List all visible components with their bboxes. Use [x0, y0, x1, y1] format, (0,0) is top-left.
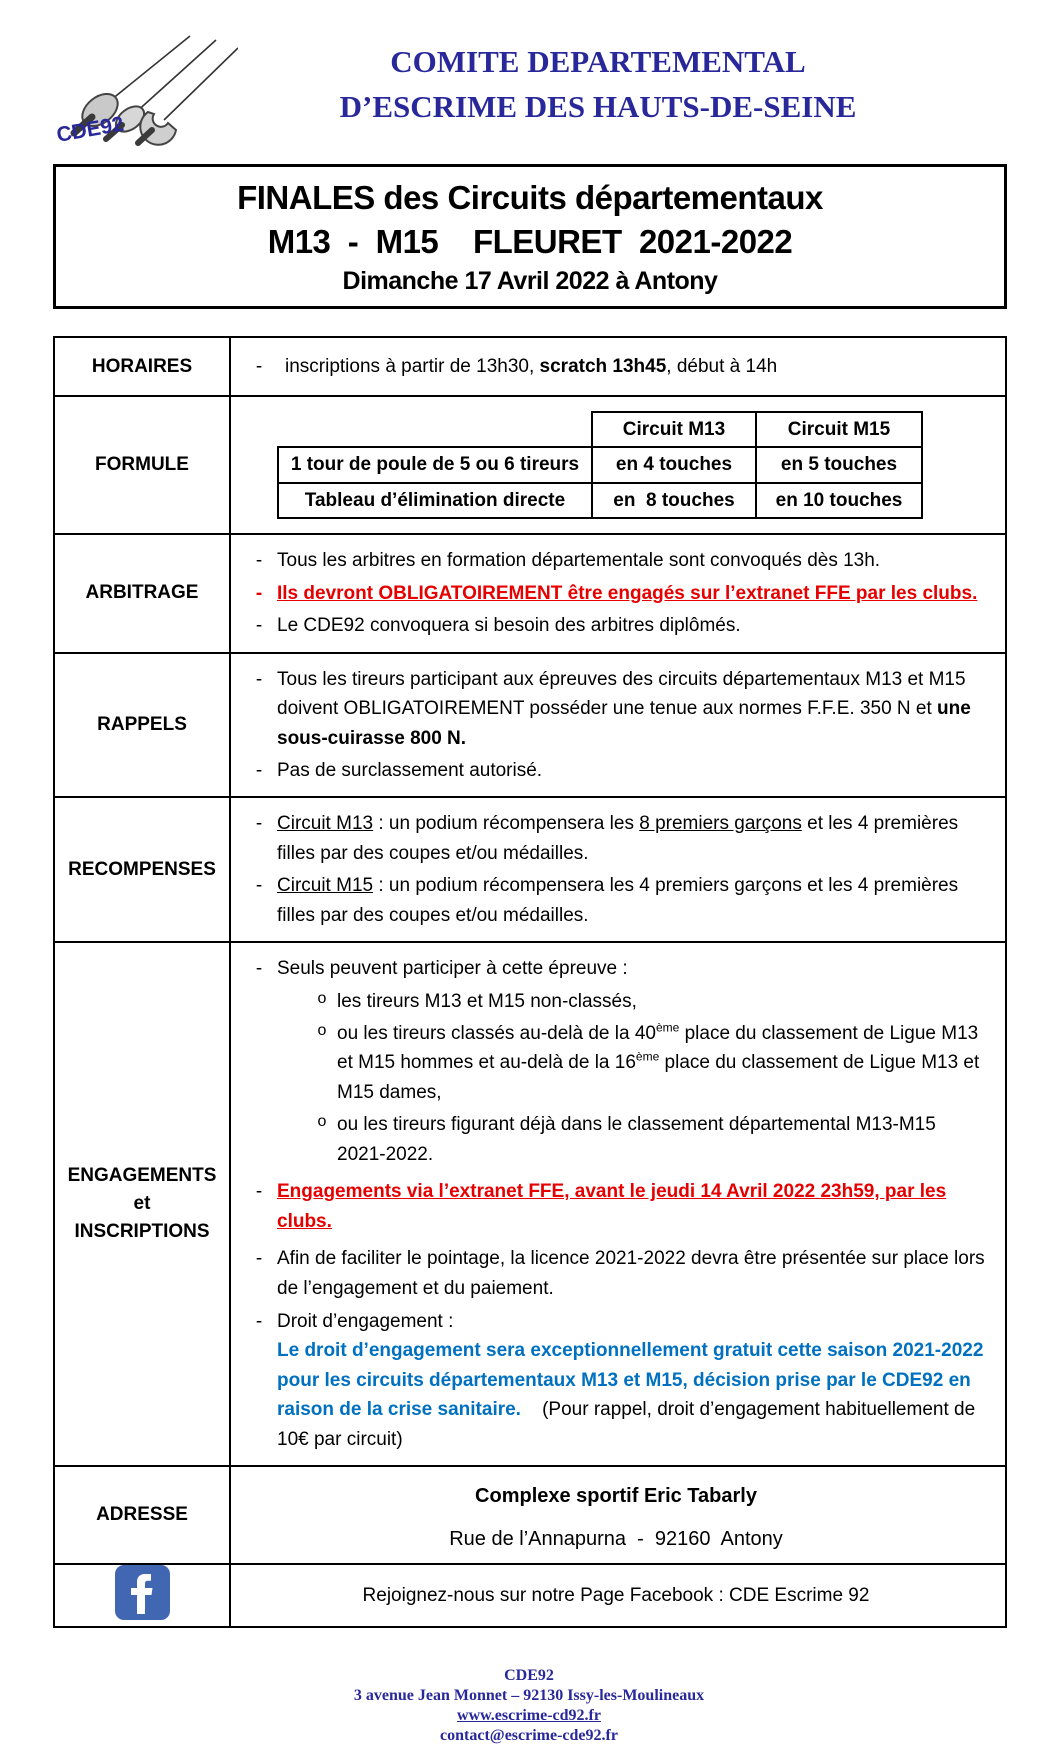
- formule-row2-m13: en 8 touches: [592, 483, 756, 518]
- recompenses-item-2: [241, 871, 991, 930]
- footer-address: 3 avenue Jean Monnet – 92130 Issy-les-Moulineaux: [353, 1687, 705, 1705]
- rappels-text-2: Pas de surclassement autorisé.: [277, 759, 543, 781]
- dash-marker: [241, 1307, 277, 1336]
- recompenses-text-1: [277, 809, 991, 868]
- horaires-text-post: , début à 14h: [666, 355, 778, 377]
- engagements-sub-1: [307, 987, 991, 1016]
- engagements-droit-title: Droit d’engagement :: [277, 1310, 454, 1332]
- rappels-text-1: [277, 665, 991, 753]
- facebook-icon[interactable]: [115, 1565, 170, 1620]
- engagements-deadline-red: Engagements via l’extranet FFE, avant le jeudi 14 Avril 2022 23h59, par les clubs.: [277, 1181, 947, 1232]
- dash-marker: [241, 611, 277, 640]
- engagements-pointage-text: Afin de faciliter le pointage, la licence 2021-2022 devra être présentée sur place lors de l’engagement et du paiement.: [277, 1248, 985, 1299]
- horaires-label: HORAIRES: [54, 337, 230, 396]
- row-facebook: [54, 1564, 1006, 1627]
- footer-email: contact@escrime-cde92.fr: [440, 1727, 618, 1745]
- recompenses-m13-title: Circuit M13: [277, 813, 374, 835]
- row-formule: [54, 396, 1006, 534]
- page-header: [0, 0, 1058, 154]
- event-title-line1: FINALES des Circuits départementaux: [237, 179, 823, 216]
- arbitrage-item-2: [241, 579, 991, 608]
- rappels-text-1-post: .: [460, 727, 467, 749]
- circle-marker: [307, 1019, 337, 1044]
- horaires-item: [241, 352, 991, 381]
- rappels-text-1-pre: Tous les tireurs participant aux épreuves des circuits départementaux M13 et M15 doivent OBLIGATOIREMENT posséder une tenue aux normes F.F.E. 350 N et: [277, 668, 966, 720]
- recompenses-m15-title: Circuit M15: [277, 875, 374, 897]
- dash-marker: [241, 756, 277, 785]
- formule-table: [277, 411, 923, 519]
- event-title-box: [53, 164, 1007, 309]
- adresse-venue: Complexe sportif Eric Tabarly: [475, 1485, 757, 1508]
- engagements-label: [54, 942, 230, 1466]
- organization-title: [238, 26, 1018, 130]
- formule-row-tableau: [278, 483, 922, 518]
- info-table: [53, 336, 1007, 1628]
- footer-org-name: CDE92: [504, 1667, 554, 1685]
- rappels-label: RAPPELS: [54, 653, 230, 798]
- engagements-sub-2-text: [337, 1019, 991, 1107]
- rappels-item-2: [241, 756, 991, 785]
- formule-row-poule: [278, 447, 922, 482]
- engagements-intro: [241, 954, 991, 983]
- engagements-droit-note: (Pour rappel, droit d’engagement habituellement de 10€ par circuit): [277, 1399, 976, 1450]
- engagements-sub-2-pre: ou les tireurs classés au-delà de la 40: [337, 1023, 656, 1044]
- formule-row2-label: Tableau d’élimination directe: [278, 483, 592, 518]
- engagements-droit: [241, 1307, 991, 1454]
- circle-marker: [307, 987, 337, 1012]
- engagements-sub-2-mid: place du classement de Ligue M13 et M15 hommes et au-delà de la 16: [337, 1023, 979, 1074]
- dash-marker: [241, 546, 277, 575]
- adresse-street: Rue de l’Annapurna - 92160 Antony: [449, 1528, 783, 1551]
- engagements-droit-block: [277, 1307, 991, 1454]
- formule-row1-label: 1 tour de poule de 5 ou 6 tireurs: [278, 447, 592, 482]
- horaires-text: [277, 352, 991, 381]
- fencing-foils-icon: [48, 26, 238, 154]
- engagements-droit-note-gap: [526, 1399, 542, 1420]
- engagements-deadline: [241, 1177, 991, 1236]
- row-rappels: [54, 653, 1006, 798]
- formule-row1-m15: en 5 touches: [756, 447, 922, 482]
- engagements-intro-text: Seuls peuvent participer à cette épreuve :: [277, 958, 628, 980]
- event-date-location: Dimanche 17 Avril 2022 à Antony: [342, 267, 718, 295]
- facebook-text: Rejoignez-nous sur notre Page Facebook : CDE Escrime 92: [362, 1584, 870, 1606]
- recompenses-text-2-post: : un podium récompensera les 4 premiers garçons et les 4 premières filles par des coupes et/ou médailles.: [277, 875, 959, 926]
- engagements-label-line2: et: [133, 1193, 151, 1215]
- recompenses-text-1-mid: : un podium récompensera les: [373, 813, 640, 835]
- horaires-text-bold: scratch 13h45: [539, 355, 667, 377]
- arbitrage-label: ARBITRAGE: [54, 534, 230, 652]
- horaires-text-pre: inscriptions à partir de 13h30,: [285, 355, 540, 377]
- arbitrage-text-2-red: Ils devront OBLIGATOIREMENT être engagés sur l’extranet FFE par les clubs.: [277, 582, 978, 604]
- dash-marker: [241, 1244, 277, 1273]
- engagements-pointage: [241, 1244, 991, 1303]
- rappels-text-1-bold: une sous-cuirasse 800 N: [277, 698, 971, 749]
- event-title-line2: M13 - M15 FLEURET 2021-2022: [267, 223, 793, 260]
- engagements-sub-1-text: les tireurs M13 et M15 non-classés,: [337, 990, 637, 1012]
- arbitrage-text-1: Tous les arbitres en formation départementale sont convoqués dès 13h.: [277, 550, 881, 572]
- formule-row2-m15: en 10 touches: [756, 483, 922, 518]
- engagements-sub-2: [307, 1019, 991, 1107]
- formule-header-m15: Circuit M15: [756, 412, 922, 447]
- dash-marker: [241, 809, 277, 838]
- engagements-sub-2-sup2: ème: [635, 1050, 660, 1065]
- dash-marker: [241, 871, 277, 900]
- rappels-item-1: [241, 665, 991, 753]
- recompenses-item-1: [241, 809, 991, 868]
- row-adresse: [54, 1466, 1006, 1564]
- row-recompenses: [54, 797, 1006, 942]
- recompenses-text-1-post: et les 4 premières filles par des coupes et/ou médailles.: [277, 813, 959, 864]
- engagements-sub-3-text: ou les tireurs figurant déjà dans le classement départemental M13-M15 2021-2022.: [337, 1114, 947, 1165]
- recompenses-text-2: [277, 871, 991, 930]
- engagements-droit-blue: Le droit d’engagement sera exceptionnellement gratuit cette saison 2021-2022 pour les circuits départementaux M13 et M15, décision prise par le CDE92 en raison de la crise sanitaire.: [277, 1340, 984, 1421]
- dash-marker: [241, 352, 277, 381]
- recompenses-label: RECOMPENSES: [54, 797, 230, 942]
- org-title-line2: D’ESCRIME DES HAUTS-DE-SEINE: [339, 88, 857, 124]
- logo-text: CDE92: [54, 112, 126, 147]
- engagements-sub-2-sup1: ème: [655, 1020, 680, 1035]
- page-footer: [0, 1666, 1058, 1746]
- cde92-logo: [48, 26, 238, 154]
- recompenses-text-1-underline: 8 premiers garçons: [639, 813, 802, 835]
- footer-website-link[interactable]: www.escrime-cd92.fr: [457, 1707, 601, 1725]
- arbitrage-item-3: [241, 611, 991, 640]
- formule-label: FORMULE: [54, 396, 230, 534]
- formule-empty-cell: [278, 412, 592, 447]
- formule-header-m13: Circuit M13: [592, 412, 756, 447]
- facebook-cell: [54, 1564, 230, 1627]
- engagements-label-line1: ENGAGEMENTS: [67, 1165, 217, 1187]
- adresse-label: ADRESSE: [54, 1466, 230, 1564]
- engagements-sub-3: [307, 1110, 991, 1169]
- dash-marker: [241, 665, 277, 694]
- row-horaires: [54, 337, 1006, 396]
- dash-marker: [241, 1177, 277, 1206]
- dash-marker: [241, 954, 277, 983]
- engagements-label-line3: INSCRIPTIONS: [74, 1221, 210, 1243]
- row-engagements: [54, 942, 1006, 1466]
- dash-marker: [241, 579, 277, 608]
- org-title-line1: COMITE DEPARTEMENTAL: [390, 44, 806, 79]
- row-arbitrage: [54, 534, 1006, 652]
- engagements-sub-2-post: place du classement de Ligue M13 et M15 dames,: [337, 1052, 980, 1103]
- circle-marker: [307, 1110, 337, 1135]
- arbitrage-item-1: [241, 546, 991, 575]
- formule-row1-m13: en 4 touches: [592, 447, 756, 482]
- arbitrage-text-3: Le CDE92 convoquera si besoin des arbitres diplômés.: [277, 615, 741, 637]
